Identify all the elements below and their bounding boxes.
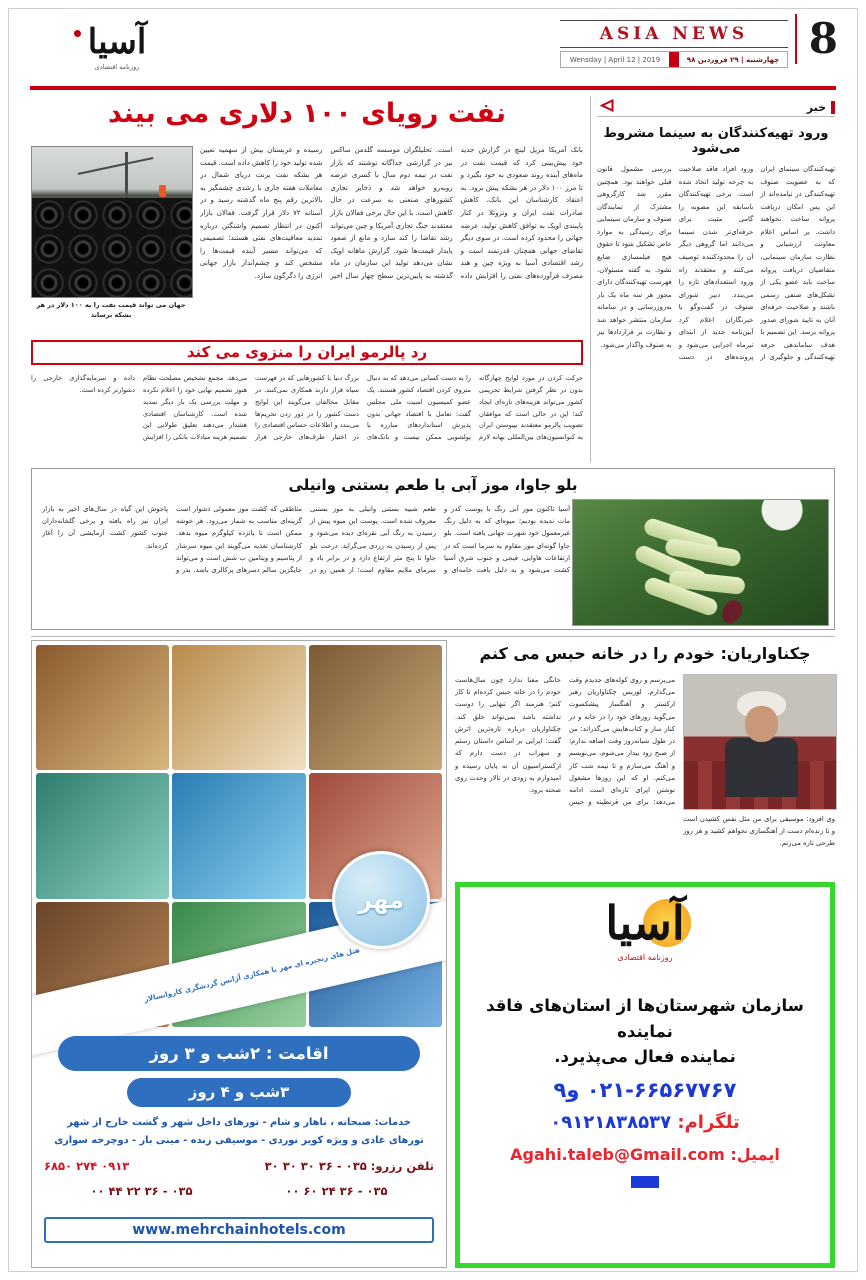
- date-persian: چهارشنبه | ۲۹ فروردین ۹۸: [686, 55, 780, 64]
- hotel-photo: [172, 645, 305, 770]
- hotel-mobile-phone: ۰۹۱۳ ۲۷۴ ۶۸۵۰: [44, 1159, 130, 1173]
- asia-newspaper-advertisement: [455, 882, 835, 1268]
- hotel-services-line2: تورهای عادی و ویژه کویر نوردی - موسیقی زنده - مینی بار - دوچرخه سواری: [54, 1135, 424, 1146]
- article-palermo-title: رد پالرمو ایران را منزوی می کند: [31, 340, 583, 365]
- masthead-title: ASIA NEWS: [560, 20, 788, 48]
- date-english: Wensday | April 12 | 2019: [569, 55, 661, 64]
- hotel-website-link[interactable]: www.mehrchainhotels.com: [44, 1217, 434, 1243]
- page-number: 8: [795, 14, 848, 64]
- hotel-photo: [172, 773, 305, 898]
- hotel-photo: [309, 645, 442, 770]
- masthead: [560, 20, 788, 68]
- hotel-phone-b: ۰۳۵ - ۳۶ ۲۲ ۴۴ ۰۰: [90, 1184, 193, 1198]
- suit-shape: [725, 738, 798, 797]
- mehr-hotels-badge-icon: [332, 851, 430, 949]
- asia-ad-line2: نماینده فعال می‌پذیرد.: [554, 1047, 736, 1067]
- article-cinema: [597, 96, 835, 462]
- hotel-reserve-phone: تلفن رزرو: ۰۳۵ - ۳۶ ۳۰ ۳۰ ۳۰: [264, 1159, 434, 1173]
- asia-ad-logo: [460, 887, 830, 993]
- article-tjeknavorian-body: می‌پرسم و روی کوله‌های جدیدم وقت می‌گذارم. لوریس چکناواریان رهبر ارکستر و آهنگساز پیشکسوت می‌گوید روزهای خود را در خانه و در کنار ساز و کتاب‌هایش می‌گذراند: من در طول شبانه‌روز وقت اضافه ندارم؛ از صبح زود بیدار می‌شوم، می‌نویسم و آهنگ می‌سازم و تا نیمه شب کار می‌کنم. او که این روزها مشغول نوشتن اپرای تازه‌ای است ادامه می‌دهد: برای من قرنطینه و حبس خانگی معنا ندارد چون سال‌هاست خودم را در خانه حبس کرده‌ام تا کار کنم؛ هنرمند اگر تنهایی را دوست نداشته باشد نمی‌تواند خلق کند. چکناواریان درباره تازه‌ترین اثرش گفت: اپرایی بر اساس داستان رستم و سهراب در دست دارم که ارکستراسیون آن به پایان رسیده و امیدوارم به زودی در تالار وحدت روی صحنه برود.: [455, 676, 675, 807]
- article-cinema-title: ورود تهیه‌کنندگان به سینما مشروط می‌شود: [603, 126, 829, 156]
- hotel-phone-row2: [44, 1184, 434, 1198]
- hotel-phone-row1: [44, 1159, 434, 1173]
- logo-dot-icon: [74, 30, 81, 37]
- mehr-badge-text: مهر: [358, 886, 404, 914]
- section-divider: [31, 636, 835, 637]
- blue-banana-photo: [572, 499, 829, 626]
- column-divider: [590, 96, 591, 463]
- asia-ad-phone: ۰۲۱-۶۶۵۶۷۷۶۷ و۹: [553, 1077, 737, 1102]
- article-tjeknavorian-title: چکناواریان: خودم را در خانه حبس می کنم: [479, 644, 811, 663]
- oil-barrels-photo: [31, 146, 193, 298]
- tjeknavorian-portrait-photo: [683, 674, 837, 810]
- date-divider: [669, 52, 679, 67]
- asia-ad-logo-text: آسیا: [605, 896, 685, 950]
- email-address[interactable]: Agahi.taleb@Gmail.com: [510, 1144, 725, 1164]
- article-banana: [31, 468, 835, 630]
- face-shape: [745, 706, 778, 742]
- asia-ad-logo-subtext: روزنامه اقتصادی: [617, 952, 673, 962]
- article-tjeknavorian-body-side: وی افزود: موسیقی برای من مثل نفس کشیدن است و تا زنده‌ام دست از آهنگسازی نخواهم کشید و هر روز طرحی تازه می‌زنم.: [683, 815, 835, 848]
- telegram-number: ۰۹۱۲۱۸۳۸۵۳۷: [550, 1111, 672, 1133]
- article-banana-title: بلو جاوا، موز آبی با طعم بستنی وانیلی: [288, 476, 578, 494]
- worker-shape: [159, 185, 166, 197]
- news-label: خبر: [807, 101, 835, 114]
- stay-offer-2: ۳شب و ۴ روز: [127, 1078, 351, 1107]
- header-rule: [30, 86, 836, 90]
- barrels-pattern: [32, 198, 192, 297]
- newspaper-logo: [58, 22, 176, 71]
- asia-ad-line1: سازمان شهرستان‌ها از استان‌های فاقد نماینده: [486, 996, 804, 1041]
- telegram-label: تلگرام:: [677, 1111, 740, 1133]
- article-oil-title: نفت رویای ۱۰۰ دلاری می بیند: [107, 98, 507, 129]
- asia-ad-telegram: [460, 1112, 830, 1133]
- crane-arm-shape: [77, 157, 153, 175]
- newspaper-logo-text: آسیا: [87, 22, 147, 62]
- article-banana-body: آسیا تاکنون موز آبی رنگ با پوست کدر و مات ندیده بودیم؛ میوه‌ای که به دلیل رنگ غیرمعمول خود شهرت جهانی یافته است. بلو جاوا گونه‌ای موز مقاوم به سرما است که در ارتفاعات هاوایی، فیجی و جنوب شرق آسیا کشت می‌شود و به دلیل بافت خامه‌ای و طعم شبیه بستنی وانیلی به موز بستنی معروف شده است. پوست این میوه پیش از رسیدن به رنگ آبی نقره‌ای دیده می‌شود و پس از رسیدن به زردی می‌گراید. درخت بلو جاوا تا پنج متر ارتفاع دارد و در برابر باد و سرمای ملایم مقاوم است؛ از همین رو در مناطقی که کشت موز معمولی دشوار است گزینه‌ای مناسب به شمار می‌رود. هر خوشه ممکن است تا پانزده کیلوگرم میوه بدهد. کارشناسان تغذیه می‌گویند این میوه سرشار از پتاسیم و ویتامین ب شش است و می‌تواند جایگزین سالم دسرهای پرکالری باشد. بذر و پاجوش این گیاه در سال‌های اخیر به بازار ایران نیز راه یافته و برخی گلخانه‌داران جنوب کشور کشت آزمایشی آن را آغاز کرده‌اند.: [42, 505, 570, 575]
- hotel-advertisement: [31, 640, 447, 1268]
- article-palermo-body: حرکت کردن در مورد لوایح چهارگانه بدون در نظر گرفتن شرایط تحریمی کشور می‌تواند هزینه‌های تازه‌ای ایجاد کند؛ این در حالی است که موافقان تصویب پالرمو معتقدند نپیوستن ایران به کنوانسیون‌های بین‌المللی بهانه لازم را به دست کسانی می‌دهد که به دنبال منزوی کردن اقتصاد کشور هستند. یک عضو کمیسیون امنیت ملی مجلس گفت: تعامل با اقتصاد جهانی بدون پذیرش استانداردهای مبارزه با پولشویی ممکن نیست و بانک‌های بزرگ دنیا با کشورهایی که در فهرست سیاه قرار دارند همکاری نمی‌کنند. در مقابل مخالفان می‌گویند این لوایح دست کشور را در دور زدن تحریم‌ها می‌بندد و اطلاعات حساس اقتصادی را در اختیار طرف‌های خارجی قرار می‌دهد. مجمع تشخیص مصلحت نظام هنوز تصمیم نهایی خود را اعلام نکرده و مهلت بررسی یک بار دیگر تمدید شده است. کارشناسان اقتصادی هشدار می‌دهند تعلیق طولانی این تصمیم هزینه مبادلات بانکی را افزایش داده و سرمایه‌گذاری خارجی را دشوارتر کرده است.: [31, 374, 583, 442]
- hotel-photo: [36, 645, 169, 770]
- stay-offer-1: اقامت : ۲شب و ۳ روز: [58, 1036, 420, 1071]
- article-oil-body: بانک آمریکا مریل لینچ در گزارش جدید خود پیش‌بینی کرد که قیمت نفت در ماه‌های آینده روند صعودی به خود بگیرد و تا مرز ۱۰۰ دلار در هر بشکه پیش برود. به اعتقاد کارشناسان این بانک، کاهش صادرات نفت ایران و ونزوئلا در کنار پایبندی اوپک به توافق کاهش تولید، عرضه جهانی را محدود کرده است. در سوی دیگر تقاضای جهانی همچنان قدرتمند است و رشد اقتصادی آسیا به ویژه چین و هند مصرف فرآورده‌های نفتی را افزایش داده است. تحلیلگران موسسه گلدمن ساکس نیز در گزارشی جداگانه نوشتند که بازار نفت در نیمه دوم سال با کسری عرضه روبه‌رو خواهد شد و ذخایر تجاری کشورهای صنعتی به سرعت در حال کاهش است. با این حال برخی فعالان بازار معتقدند جنگ تجاری آمریکا و چین می‌تواند رشد تقاضا را کند سازد و مانع از صعود پایدار قیمت‌ها شود. گزارش ماهانه اوپک نشان می‌دهد تولید این سازمان در ماه گذشته به پایین‌ترین سطح چهار سال اخیر رسیده و عربستان بیش از سهمیه تعیین شده تولید خود را کاهش داده است. قیمت هر بشکه نفت برنت دریای شمال در معاملات هفته جاری با رشدی چشمگیر به بالاترین رقم پنج ماه گذشته رسید و در آستانه ۷۲ دلار قرار گرفت. فعالان بازار اکنون در انتظار تصمیم واشنگتن درباره تمدید معافیت‌های نفتی هستند؛ تصمیمی که می‌تواند مسیر آینده قیمت‌ها را مشخص کند و چشم‌انداز بازار جهانی انرژی را دگرگون سازد.: [200, 146, 583, 280]
- hotel-photo: [36, 773, 169, 898]
- asia-ad-email-row: [460, 1145, 830, 1164]
- email-label: ایمیل:: [730, 1144, 780, 1164]
- banana-bud-shape: [718, 597, 746, 626]
- hotel-phone-a: ۰۳۵ - ۳۶ ۲۴ ۶۰ ۰۰: [285, 1184, 388, 1198]
- newspaper-logo-subtext: روزنامه اقتصادی: [94, 62, 140, 71]
- hotel-services-line1: خدمات: صبحانه ، ناهار و شام - تورهای داخل شهر و گشت خارج از شهر: [67, 1117, 411, 1128]
- news-label-row: [597, 96, 835, 117]
- article-cinema-body: تهیه‌کنندگان سینمای ایران که به عضویت صنوف تهیه‌کنندگی در نیامده‌اند از این پس امکان دریافت پروانه ساخت نخواهند داشت. بر اساس اعلام معاونت ارزشیابی و نظارت سازمان سینمایی، متقاضیان دریافت پروانه ساخت باید عضو یکی از تشکل‌های صنفی رسمی باشند و صلاحیت حرفه‌ای آنان به تایید شورای صدور پروانه برسد. این تصمیم با هدف ساماندهی حرفه تهیه‌کنندگی و جلوگیری از ورود افراد فاقد صلاحیت به چرخه تولید اتخاذ شده است. برخی تهیه‌کنندگان باسابقه این مصوبه را گامی مثبت برای حرفه‌ای‌تر شدن سینما می‌دانند اما گروهی دیگر آن را محدودکننده توصیف می‌کنند و معتقدند راه ورود استعدادهای تازه را می‌بندد. دبیر شورای صنوف در گفت‌وگو با خبرنگاران اعلام کرد آیین‌نامه جدید از ابتدای تیرماه اجرایی می‌شود و پرونده‌های در دست بررسی مشمول قانون قبلی خواهند بود. همچنین مقرر شد کارگروهی مشترک از نمایندگان صنوف و سازمان سینمایی برای رسیدگی به موارد خاص تشکیل شود تا حقوق هیچ فیلمسازی ضایع نشود. به گفته مسئولان، فهرست تهیه‌کنندگان دارای مجوز هر سه ماه یک بار به‌روزرسانی و در سامانه سازمان منتشر خواهد شد و نظارت بر قراردادها نیز به صنوف واگذار می‌شود.: [597, 165, 835, 362]
- article-oil-caption: جهان می تواند قیمت نفت را به ۱۰۰ دلار در هر بشکه برساند: [36, 301, 186, 320]
- hotel-ribbon-text: هتل های زنجیره ای مهر با همکاری آژانس گردشگری کاروانسالار: [143, 946, 361, 1004]
- blue-box-decoration: [631, 1176, 659, 1188]
- date-strip: [560, 51, 788, 68]
- play-icon: [599, 99, 614, 112]
